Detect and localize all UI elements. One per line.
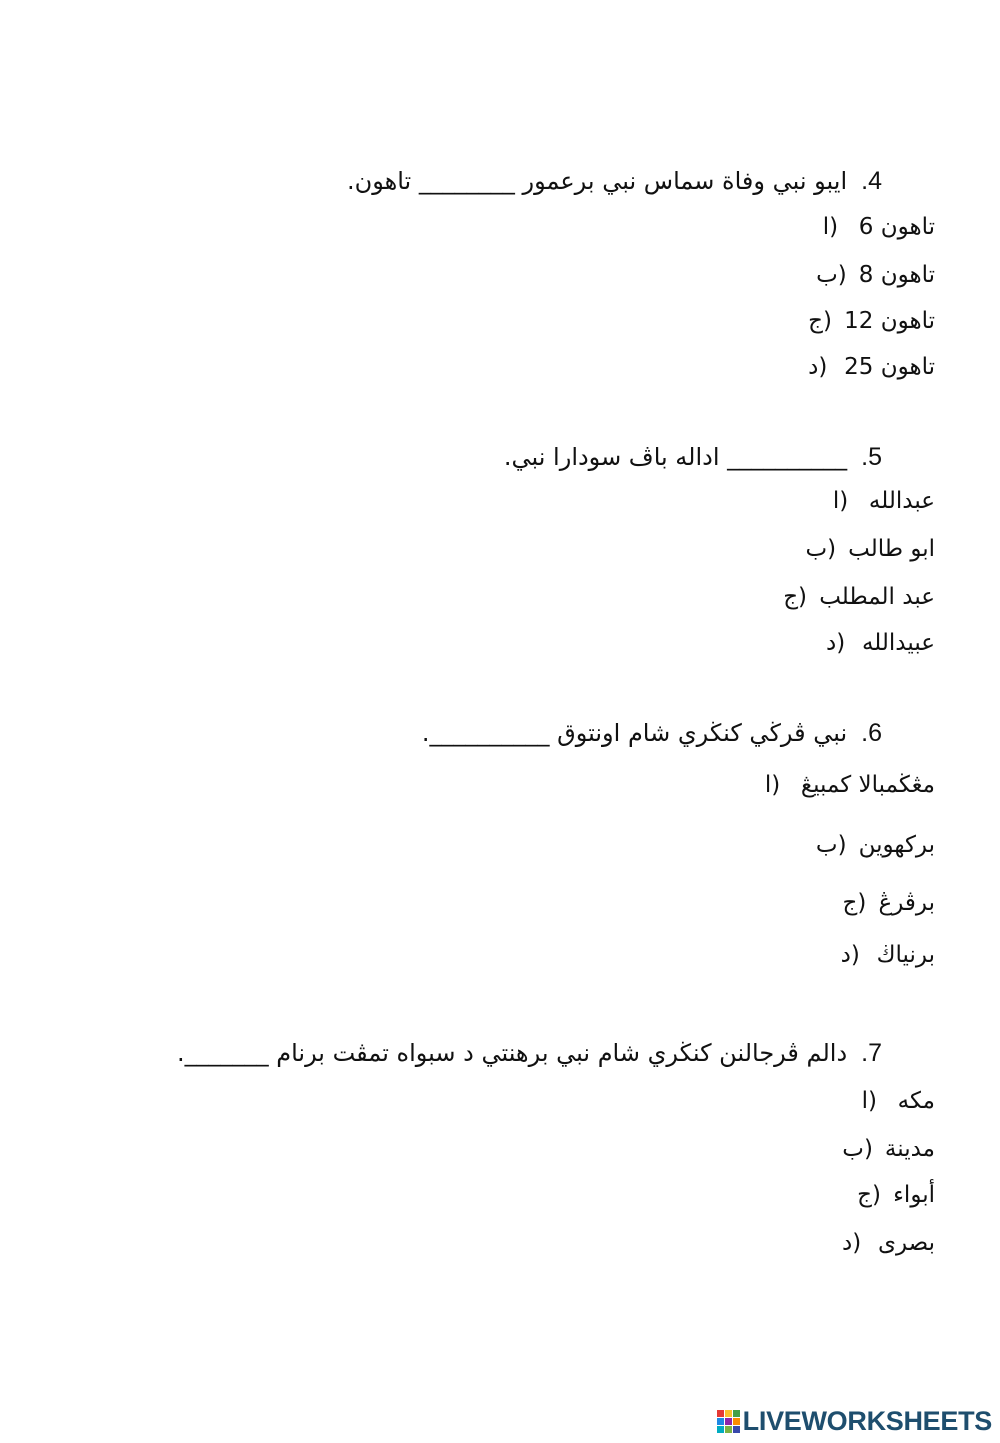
option-b[interactable] [842,1136,935,1164]
option-text: مڠڬمبالا كمبيڠ [800,772,935,798]
option-b[interactable] [805,536,935,564]
option-letter: د) [825,630,846,656]
option-text: عبدالله [868,488,935,514]
question-7 [177,1038,882,1068]
option-text: 25 تاهون [844,354,935,380]
option-d[interactable] [808,354,935,382]
logo-tile [717,1426,724,1433]
question-5 [504,442,882,472]
option-text: 12 تاهون [844,308,935,334]
question-4 [347,166,882,196]
option-c[interactable] [857,1182,935,1210]
option-d[interactable] [841,942,935,970]
option-letter: ج) [857,1182,881,1208]
question-text: ايبو نبي وفاة سماس نبي برعمور ________ تاهون. [346,167,848,195]
option-letter: ج) [783,584,808,610]
question-text: نبي ڤرڬي كنڬري شام اونتوق __________. [421,719,848,747]
question-number: .4 [861,167,882,195]
option-letter: ب) [805,536,837,562]
option-d[interactable] [842,1230,935,1258]
option-a[interactable] [833,488,935,516]
option-text: بركهوين [858,832,935,858]
option-letter: ب) [815,832,847,858]
option-text: مكه [897,1088,935,1114]
liveworksheets-footer[interactable] [717,1406,992,1437]
option-letter: ب) [842,1136,873,1162]
option-text: مدينة [884,1136,935,1162]
option-text: عبد المطلب [819,584,935,610]
option-b[interactable] [816,262,935,290]
liveworksheets-logo-icon [717,1410,740,1433]
option-text: ابو طالب [848,536,935,562]
option-text: عبيدالله [861,630,935,656]
question-number: .6 [861,719,882,747]
option-b[interactable] [816,832,935,860]
logo-tile [733,1418,740,1425]
option-text: برنياڬ [876,942,935,968]
logo-tile [733,1426,740,1433]
logo-tile [733,1410,740,1417]
question-text: __________ اداله باڤ سودارا نبي. [503,443,848,471]
logo-tile [717,1418,724,1425]
option-letter: ب) [816,262,847,288]
logo-tile [725,1426,732,1433]
option-c[interactable] [783,584,935,612]
option-a[interactable] [823,214,935,242]
brand-name: LIVEWORKSHEETS [742,1406,992,1436]
option-c[interactable] [808,308,935,336]
logo-tile [725,1410,732,1417]
option-letter: د) [841,1230,862,1256]
option-c[interactable] [842,890,935,918]
option-d[interactable] [826,630,935,658]
option-text: بصرى [877,1230,935,1256]
question-number: .5 [861,443,882,471]
logo-tile [717,1410,724,1417]
option-text: برڤرڠ [878,890,935,916]
option-letter: ج) [842,890,867,916]
option-a[interactable] [862,1088,935,1116]
question-number: .7 [861,1039,882,1067]
question-text: دالم ڤرجالنن كنڬري شام نبي برهنتي د سبواه تمڤت برنام _______. [176,1039,848,1067]
option-text: 8 تاهون [858,262,935,288]
question-6 [422,718,882,748]
option-letter: ج) [808,308,832,334]
option-letter: د) [840,942,860,968]
logo-tile [725,1418,732,1425]
option-letter: ا) [861,1088,878,1114]
option-a[interactable] [765,772,935,800]
option-text: 6 تاهون [858,214,935,240]
option-letter: ا) [764,772,781,798]
option-letter: ا) [822,214,839,240]
option-text: أبواء [893,1182,935,1208]
option-letter: د) [808,354,828,380]
option-letter: ا) [832,488,849,514]
